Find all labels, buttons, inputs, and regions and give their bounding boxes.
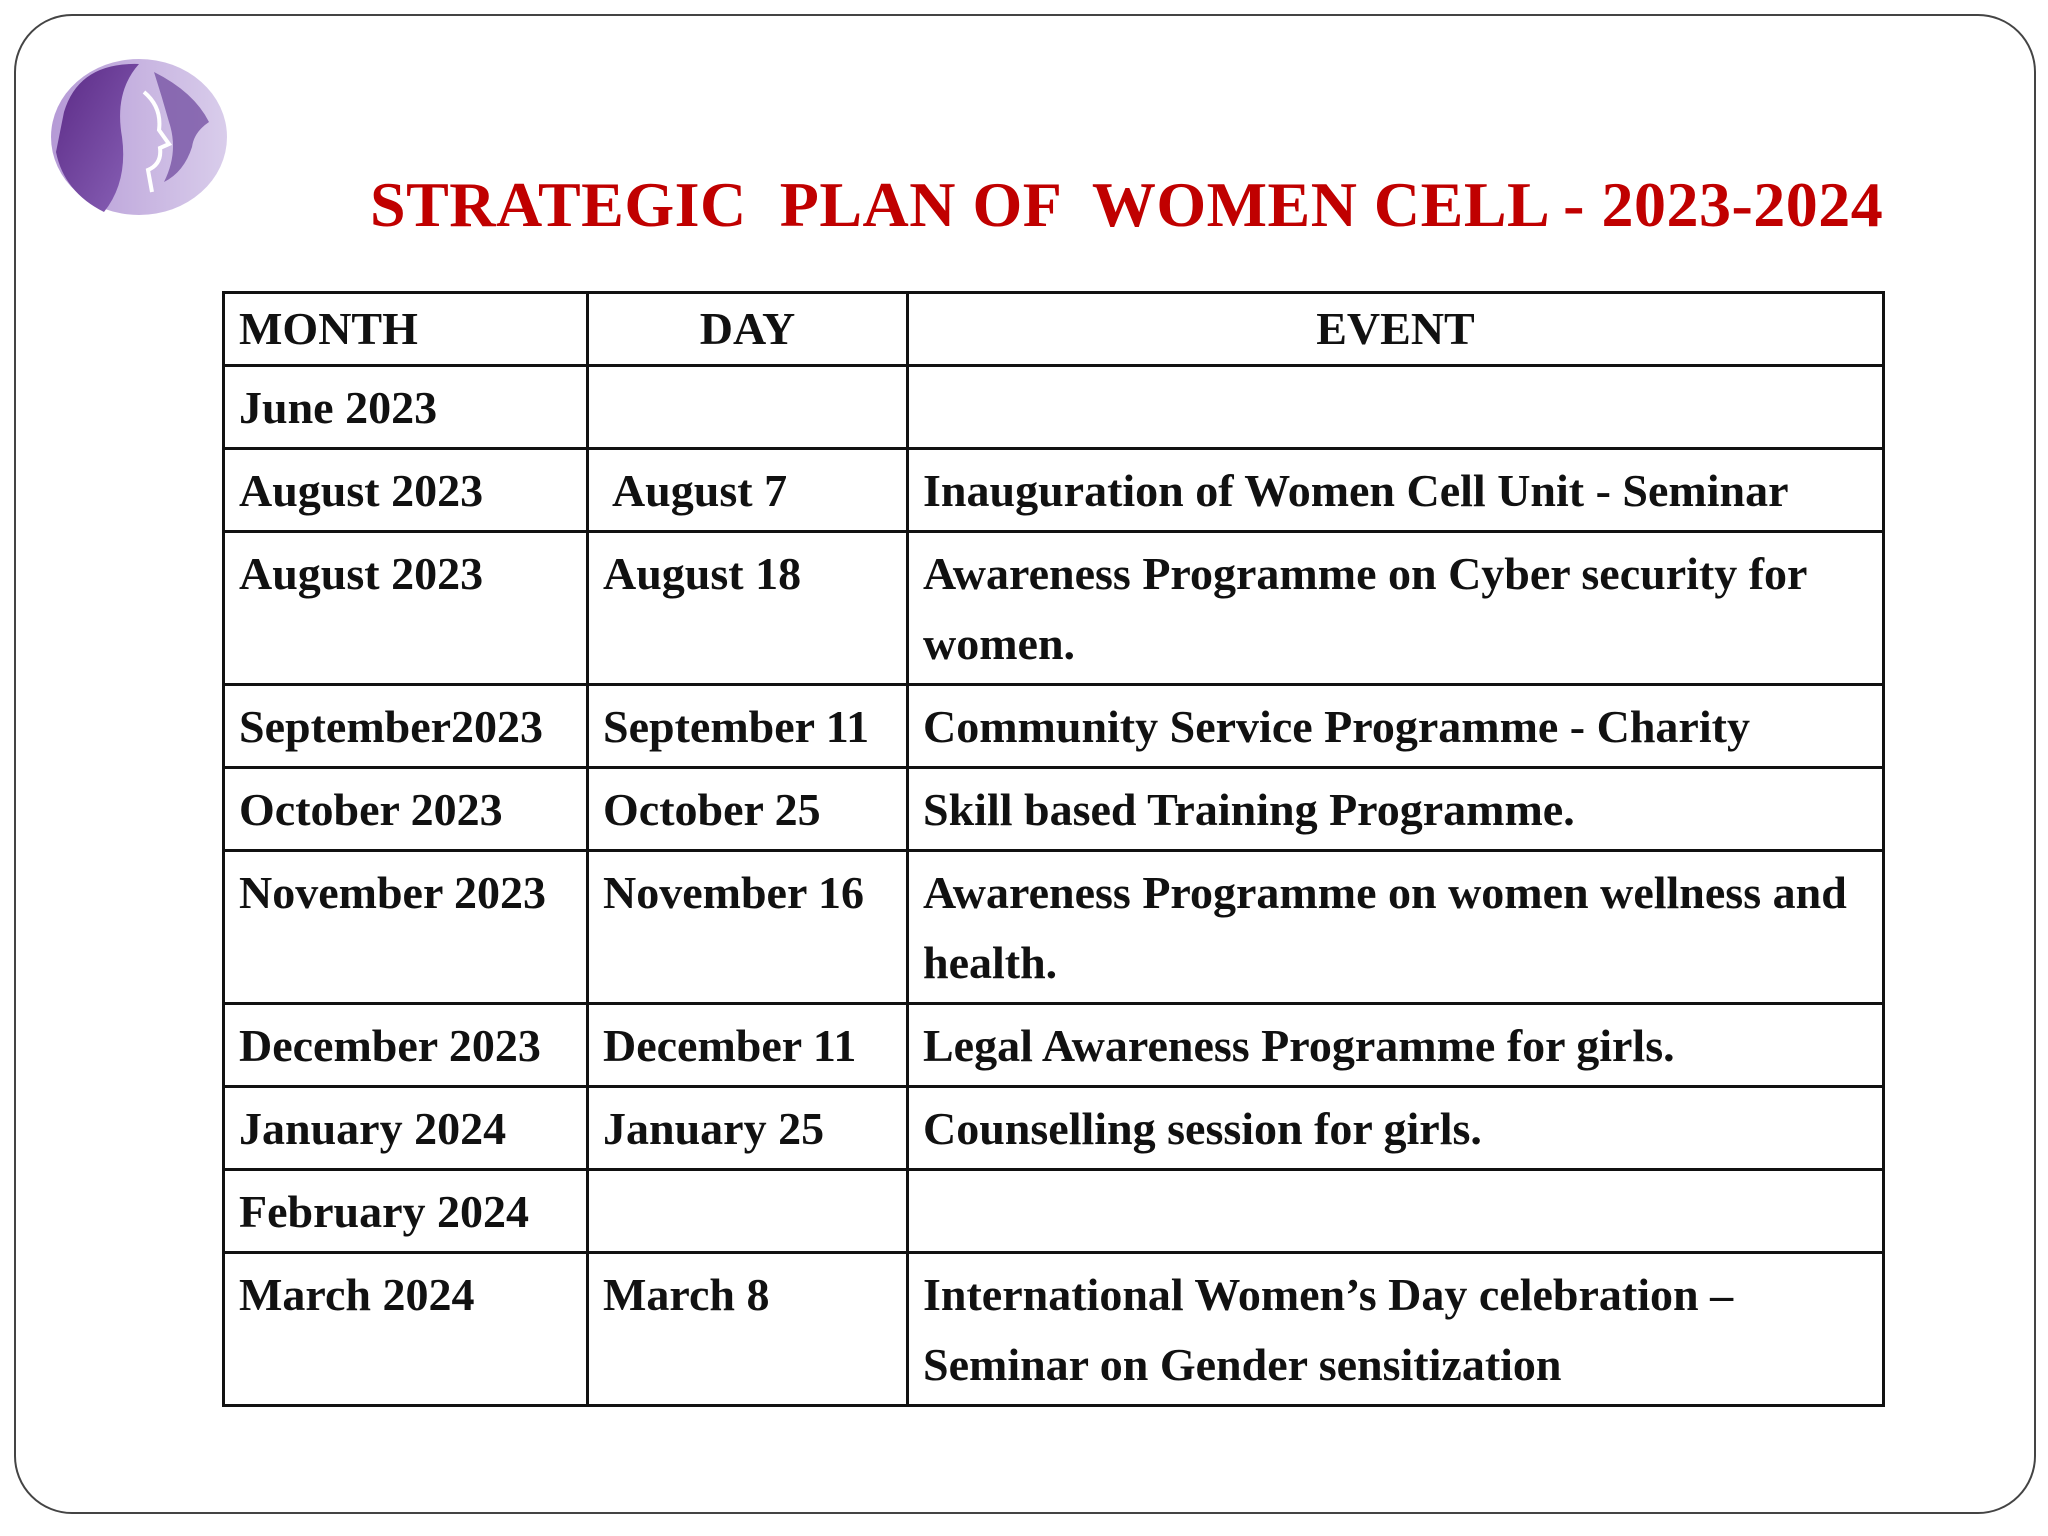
table-row xyxy=(224,449,1884,532)
day-cell: September 11 xyxy=(588,685,908,768)
table-row xyxy=(224,366,1884,449)
month-cell: March 2024 xyxy=(224,1253,588,1406)
month-cell: December 2023 xyxy=(224,1004,588,1087)
table-row xyxy=(224,1004,1884,1087)
header-day: DAY xyxy=(588,293,908,366)
table-row xyxy=(224,1253,1884,1406)
month-cell: September2023 xyxy=(224,685,588,768)
strategic-plan-table xyxy=(222,291,1885,1407)
day-cell: December 11 xyxy=(588,1004,908,1087)
page-title: STRATEGIC PLAN OF WOMEN CELL - 2023-2024 xyxy=(370,169,1884,240)
event-cell: Counselling session for girls. xyxy=(908,1087,1884,1170)
women-silhouette-logo-icon xyxy=(44,52,234,222)
table-row xyxy=(224,851,1884,1004)
event-cell: Inauguration of Women Cell Unit - Seminar xyxy=(908,449,1884,532)
header-month: MONTH xyxy=(224,293,588,366)
day-cell xyxy=(588,1170,908,1253)
event-cell xyxy=(908,366,1884,449)
event-cell: Skill based Training Programme. xyxy=(908,768,1884,851)
month-cell: January 2024 xyxy=(224,1087,588,1170)
event-cell: Community Service Programme - Charity xyxy=(908,685,1884,768)
event-cell: International Women’s Day celebration – Seminar on Gender sensitization xyxy=(908,1253,1884,1406)
month-cell: June 2023 xyxy=(224,366,588,449)
event-cell: Awareness Programme on women wellness and health. xyxy=(908,851,1884,1004)
event-cell: Legal Awareness Programme for girls. xyxy=(908,1004,1884,1087)
table-row xyxy=(224,685,1884,768)
day-cell: October 25 xyxy=(588,768,908,851)
month-cell: October 2023 xyxy=(224,768,588,851)
table-header-row xyxy=(224,293,1884,366)
table-row xyxy=(224,1087,1884,1170)
month-cell: November 2023 xyxy=(224,851,588,1004)
event-cell xyxy=(908,1170,1884,1253)
day-cell: November 16 xyxy=(588,851,908,1004)
header-event: EVENT xyxy=(908,293,1884,366)
table-row xyxy=(224,1170,1884,1253)
day-cell: January 25 xyxy=(588,1087,908,1170)
day-cell: August 7 xyxy=(588,449,908,532)
day-cell xyxy=(588,366,908,449)
month-cell: August 2023 xyxy=(224,532,588,685)
month-cell: February 2024 xyxy=(224,1170,588,1253)
table-row xyxy=(224,768,1884,851)
day-cell: August 18 xyxy=(588,532,908,685)
day-cell: March 8 xyxy=(588,1253,908,1406)
table-row xyxy=(224,532,1884,685)
event-cell: Awareness Programme on Cyber security for women. xyxy=(908,532,1884,685)
month-cell: August 2023 xyxy=(224,449,588,532)
